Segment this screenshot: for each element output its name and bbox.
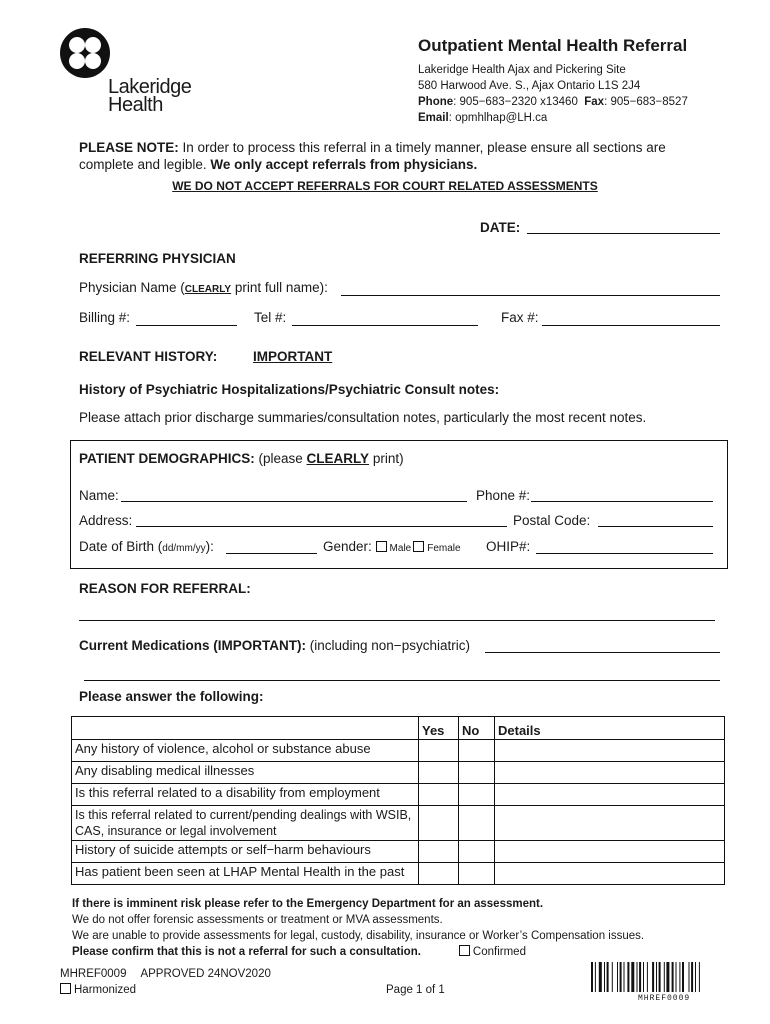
tel-label: Tel #:	[254, 310, 287, 325]
table-row	[72, 740, 725, 762]
dob-label	[79, 539, 214, 554]
yes-column-header: Yes	[419, 717, 459, 740]
imminent-risk-notice	[72, 896, 732, 960]
no-cell[interactable]	[459, 806, 495, 841]
attach-notes-instruction: Please attach prior discharge summaries/consultation notes, particularly the most recent notes.	[79, 410, 647, 425]
details-column-header: Details	[495, 717, 725, 740]
medications-sub: (including non−psychiatric)	[306, 638, 470, 653]
table-header-row	[72, 717, 725, 740]
question-text: History of suicide attempts or self−harm behaviours	[72, 841, 419, 863]
table-row	[72, 863, 725, 885]
patient-phone-label: Phone #:	[476, 488, 531, 503]
table-row	[72, 806, 725, 841]
patient-address-field[interactable]	[136, 526, 507, 527]
demographics-heading-bold: PATIENT DEMOGRAPHICS:	[79, 451, 255, 466]
contact-email	[418, 110, 748, 126]
confirmed-checkbox[interactable]	[459, 945, 470, 956]
contact-phone-fax	[418, 94, 748, 110]
table-row	[72, 762, 725, 784]
please-note	[79, 139, 719, 173]
female-label: Female	[427, 543, 461, 554]
site-name: Lakeridge Health Ajax and Pickering Site	[418, 64, 626, 76]
details-cell[interactable]	[495, 841, 725, 863]
page-number: Page 1 of 1	[386, 984, 445, 996]
no-cell[interactable]	[459, 784, 495, 806]
no-column-header: No	[459, 717, 495, 740]
email-value: : opmhlhap@LH.ca	[448, 112, 548, 124]
phone-label: Phone	[418, 96, 454, 108]
physician-name-field[interactable]	[341, 295, 720, 296]
fax-value: : 905−683−8527	[604, 96, 688, 108]
demographics-please: (please	[254, 451, 307, 466]
site-address: 580 Harwood Ave. S., Ajax Ontario L1S 2J4	[418, 80, 641, 92]
question-text: Any history of violence, alcohol or substance abuse	[72, 740, 419, 762]
dob-label-b: ):	[205, 539, 214, 554]
note-text: In order to process this referral in a timely manner, please ensure all sections are complete and legible.	[79, 140, 666, 172]
female-checkbox[interactable]	[413, 541, 424, 552]
medications-field-2[interactable]	[84, 680, 720, 681]
billing-field[interactable]	[136, 325, 237, 326]
physician-name-label	[79, 280, 328, 295]
barcode-text: MHREF0009	[638, 994, 691, 1003]
patient-name-label: Name:	[79, 488, 119, 503]
ohip-label: OHIP#:	[486, 539, 531, 554]
details-cell[interactable]	[495, 762, 725, 784]
fax-number-field[interactable]	[542, 325, 720, 326]
billing-label: Billing #:	[79, 310, 131, 325]
question-column-header	[72, 717, 419, 740]
date-field[interactable]	[527, 233, 720, 234]
yes-cell[interactable]	[419, 841, 459, 863]
phone-value: : 905−683−2320 x13460	[453, 96, 578, 108]
yes-cell[interactable]	[419, 863, 459, 885]
physician-name-label-b: print full name):	[231, 280, 328, 295]
relevant-history-heading: RELEVANT HISTORY:	[79, 349, 218, 364]
question-text: Any disabling medical illnesses	[72, 762, 419, 784]
email-label: Email	[418, 112, 449, 124]
important-label: IMPORTANT	[253, 349, 333, 364]
demographics-clearly: CLEARLY	[306, 451, 370, 466]
header-block	[418, 36, 748, 126]
question-text: Has patient been seen at LHAP Mental Health in the past	[72, 863, 419, 885]
imminent-line-3: We are unable to provide assessments for legal, custody, disability, insurance or Worker’s Compensation issues.	[72, 930, 645, 942]
clearly-emphasis: CLEARLY	[184, 284, 232, 295]
no-cell[interactable]	[459, 841, 495, 863]
note-lead: PLEASE NOTE:	[79, 140, 179, 155]
yes-cell[interactable]	[419, 762, 459, 784]
patient-phone-field[interactable]	[531, 501, 713, 502]
logo-line-1: Lakeridge	[108, 76, 192, 98]
form-code: MHREF0009	[60, 968, 127, 980]
medications-field-1[interactable]	[485, 652, 720, 653]
fax-label: Fax	[584, 96, 605, 108]
court-warning: WE DO NOT ACCEPT REFERRALS FOR COURT RELATED ASSESSMENTS	[172, 179, 598, 193]
patient-name-field[interactable]	[121, 501, 467, 502]
harmonized-label: Harmonized	[74, 984, 136, 996]
yes-cell[interactable]	[419, 806, 459, 841]
approved-date: APPROVED 24NOV2020	[140, 968, 271, 980]
no-cell[interactable]	[459, 762, 495, 784]
dob-format: dd/mm/yy	[162, 543, 206, 554]
logo-line-2: Health	[108, 94, 163, 116]
physician-name-label-a: Physician Name (	[79, 280, 185, 295]
imminent-line-1: If there is imminent risk please refer to the Emergency Department for an assessment.	[72, 898, 544, 910]
dob-label-a: Date of Birth (	[79, 539, 163, 554]
confirmed-label: Confirmed	[472, 946, 526, 958]
question-text: Is this referral related to a disability from employment	[72, 784, 419, 806]
yes-cell[interactable]	[419, 740, 459, 762]
no-cell[interactable]	[459, 740, 495, 762]
no-cell[interactable]	[459, 863, 495, 885]
yes-cell[interactable]	[419, 784, 459, 806]
postal-code-label: Postal Code:	[513, 513, 591, 528]
demographics-heading	[79, 451, 404, 466]
medications-heading-bold: Current Medications (IMPORTANT):	[79, 638, 306, 653]
date-label: DATE:	[480, 220, 521, 235]
barcode-icon	[591, 962, 741, 992]
male-label: Male	[389, 543, 412, 554]
medications-heading	[79, 638, 470, 653]
dob-field[interactable]	[226, 553, 317, 554]
questions-table	[71, 716, 725, 885]
demographics-print: print)	[369, 451, 404, 466]
table-row	[72, 784, 725, 806]
details-cell[interactable]	[495, 784, 725, 806]
form-title: Outpatient Mental Health Referral	[418, 36, 688, 55]
patient-address-label: Address:	[79, 513, 133, 528]
details-cell[interactable]	[495, 806, 725, 841]
ohip-field[interactable]	[536, 553, 713, 554]
gender-group	[323, 539, 461, 554]
details-cell[interactable]	[495, 740, 725, 762]
note-bold: We only accept referrals from physicians.	[210, 157, 478, 172]
imminent-line-2: We do not offer forensic assessments or treatment or MVA assessments.	[72, 914, 443, 926]
harmonized-checkbox[interactable]	[60, 983, 71, 994]
psych-history-heading: History of Psychiatric Hospitalizations/Psychiatric Consult notes:	[79, 382, 500, 397]
fax-number-label: Fax #:	[501, 310, 539, 325]
lakeridge-logo-icon	[60, 28, 110, 78]
question-text: Is this referral related to current/pending dealings with WSIB, CAS, insurance or legal involvement	[72, 806, 419, 841]
tel-field[interactable]	[292, 325, 478, 326]
table-row	[72, 841, 725, 863]
logo-wordmark	[108, 78, 191, 114]
reason-field[interactable]	[79, 620, 715, 621]
postal-code-field[interactable]	[598, 526, 713, 527]
gender-label: Gender:	[323, 539, 372, 554]
questions-heading: Please answer the following:	[79, 689, 264, 704]
male-checkbox[interactable]	[376, 541, 387, 552]
reason-heading: REASON FOR REFERRAL:	[79, 581, 251, 596]
details-cell[interactable]	[495, 863, 725, 885]
footer-left	[60, 966, 271, 998]
referring-physician-heading: REFERRING PHYSICIAN	[79, 251, 236, 266]
imminent-line-4: Please confirm that this is not a referral for such a consultation.	[72, 946, 421, 958]
